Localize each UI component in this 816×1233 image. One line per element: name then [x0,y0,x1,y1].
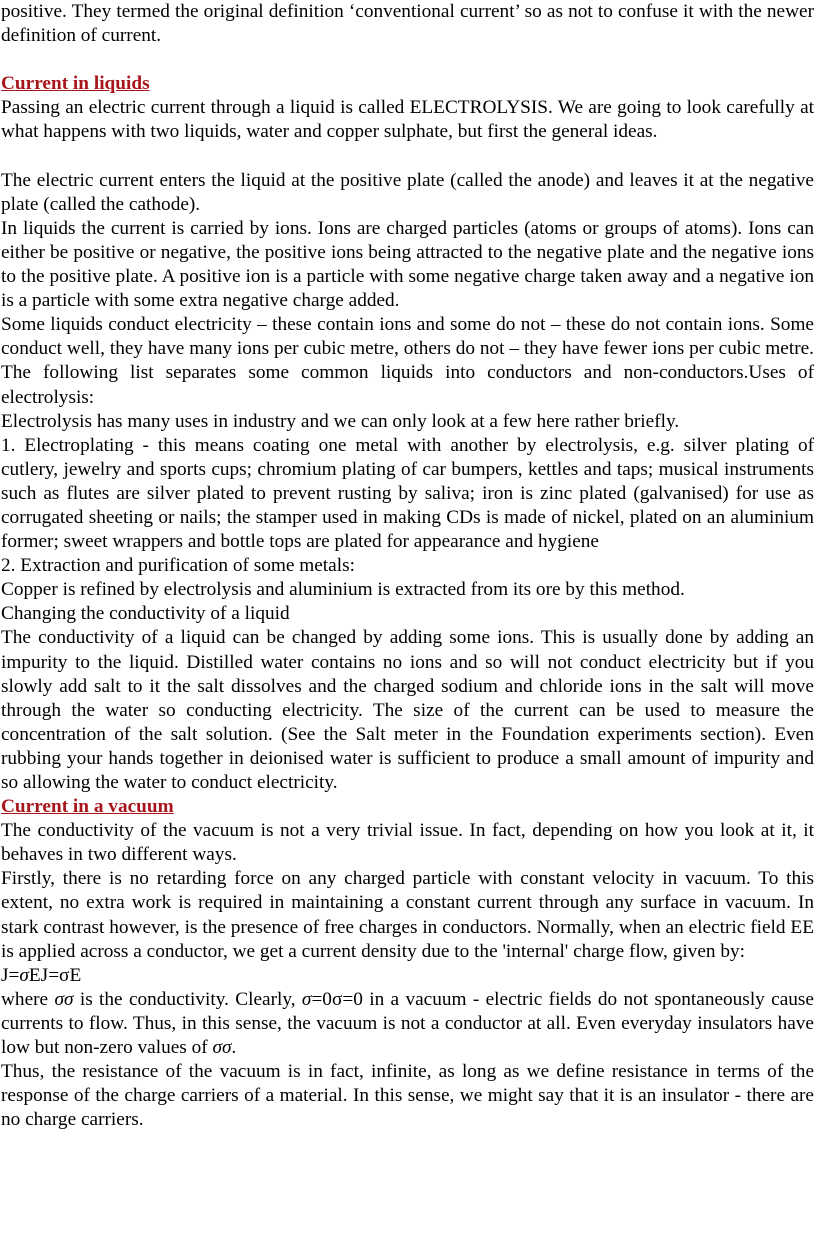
heading-liquids-text: Current in liquids [1,73,150,95]
sigma-symbol: σσ [212,1037,232,1059]
sigma-symbol: σσ [54,988,74,1010]
vacuum-paragraph-3 [0,988,816,1060]
heading-vacuum-text: Current in a vacuum [1,796,174,818]
liquids-paragraph-2: The electric current enters the liquid at the positive plate (called the anode) and leaves it at the negative plate (called the cathode). [1,169,814,215]
sigma-symbol: σ [301,988,312,1010]
vacuum-paragraph-1: The conductivity of the vacuum is not a very trivial issue. In fact, depending on how you look at it, it behaves in two different ways. [1,820,814,866]
spacer [0,145,816,169]
eq-part: EJ=σE [28,964,82,986]
text-run: . [231,1037,237,1059]
liquids-paragraph-3: In liquids the current is carried by ions. Ions are charged particles (atoms or groups of atoms). Ions can either be positive or negative, the positive ions being attracted to the negative plate and the negative ions to the positive plate. A positive ion is a particle with some negative charge taken away and a negative ion is a particle with some extra negative charge added. [1,217,814,312]
vacuum-paragraph-4: Thus, the resistance of the vacuum is in fact, infinite, as long as we define resistance in terms of the response of the charge carriers of a material. In this sense, we might say that it is an insulator - there are no charge carriers. [1,1061,814,1131]
liquids-paragraph-10: The conductivity of a liquid can be changed by adding some ions. This is usually done by adding an impurity to the liquid. Distilled water contains no ions and so will not conduct electricity but if you slowly add salt to it the salt dissolves and the charged sodium and chloride ions in the salt will move through the water so conducting electricity. The size of the current can be used to measure the concentration of the salt solution. (See the Salt meter in the Foundation experiments section). Even rubbing your hands together in deionised water is sufficient to produce a small amount of impurity and so allowing the water to conduct electricity. [1,627,814,793]
spacer [0,48,816,72]
section-heading-liquids [0,72,816,96]
eq-part: J= [1,964,20,986]
section-heading-vacuum [0,795,816,819]
liquids-paragraph-1: Passing an electric current through a liquid is called ELECTROLYSIS. We are going to look carefully at what happens with two liquids, water and copper sulphate, but first the general ideas. [1,97,814,143]
liquids-paragraph-6: 1. Electroplating - this means coating one metal with another by electrolysis, e.g. silver plating of cutlery, jewelry and sports cups; chromium plating of car bumpers, kettles and taps; musical instruments such as flutes are silver plated to prevent rusting by saliva; iron is zinc plated (galvanised) for use as corrugated sheeting or nails; the stamper used in making CDs is made of nickel, plated on an aluminium former; sweet wrappers and bottle tops are plated for appearance and hygiene [1,434,814,553]
liquids-paragraph-7: 2. Extraction and purification of some metals: [1,555,355,577]
vacuum-paragraph-2: Firstly, there is no retarding force on any charged particle with constant velocity in vacuum. To this extent, no extra work is required in maintaining a constant current through any surface in vacuum. In stark contrast however, is the presence of free charges in conductors. Normally, when an electric field EE is applied across a conductor, we get a current density due to the 'internal' charge flow, given by: [1,868,814,962]
liquids-paragraph-8: Copper is refined by electrolysis and aluminium is extracted from its ore by this method. [1,579,685,601]
liquids-paragraph-5: Electrolysis has many uses in industry and we can only look at a few here rather briefly. [1,410,680,432]
text-run: where [1,988,55,1010]
intro-paragraph: positive. They termed the original definition ‘conventional current’ so as not to confuse it with the newer definition of current. [1,1,814,47]
text-run: is the conductivity. Clearly, [73,988,302,1010]
vacuum-equation [0,964,816,988]
eq-sigma: σ [19,964,29,986]
liquids-paragraph-9: Changing the conductivity of a liquid [1,603,290,625]
text-run: =0σ=0 in a vacuum - electric fields do not spontaneously cause currents to flow. Thus, in this sense, the vacuum is not a conductor at all. Even everyday insulators have low but non-zero values of [1,988,814,1059]
liquids-paragraph-4: Some liquids conduct electricity – these contain ions and some do not – these do not contain ions. Some conduct well, they have many ions per cubic metre, others do not – they have fewer ions per cubic metre. The following list separates some common liquids into conductors and non-conductors.Uses of electrolysis: [1,314,814,408]
